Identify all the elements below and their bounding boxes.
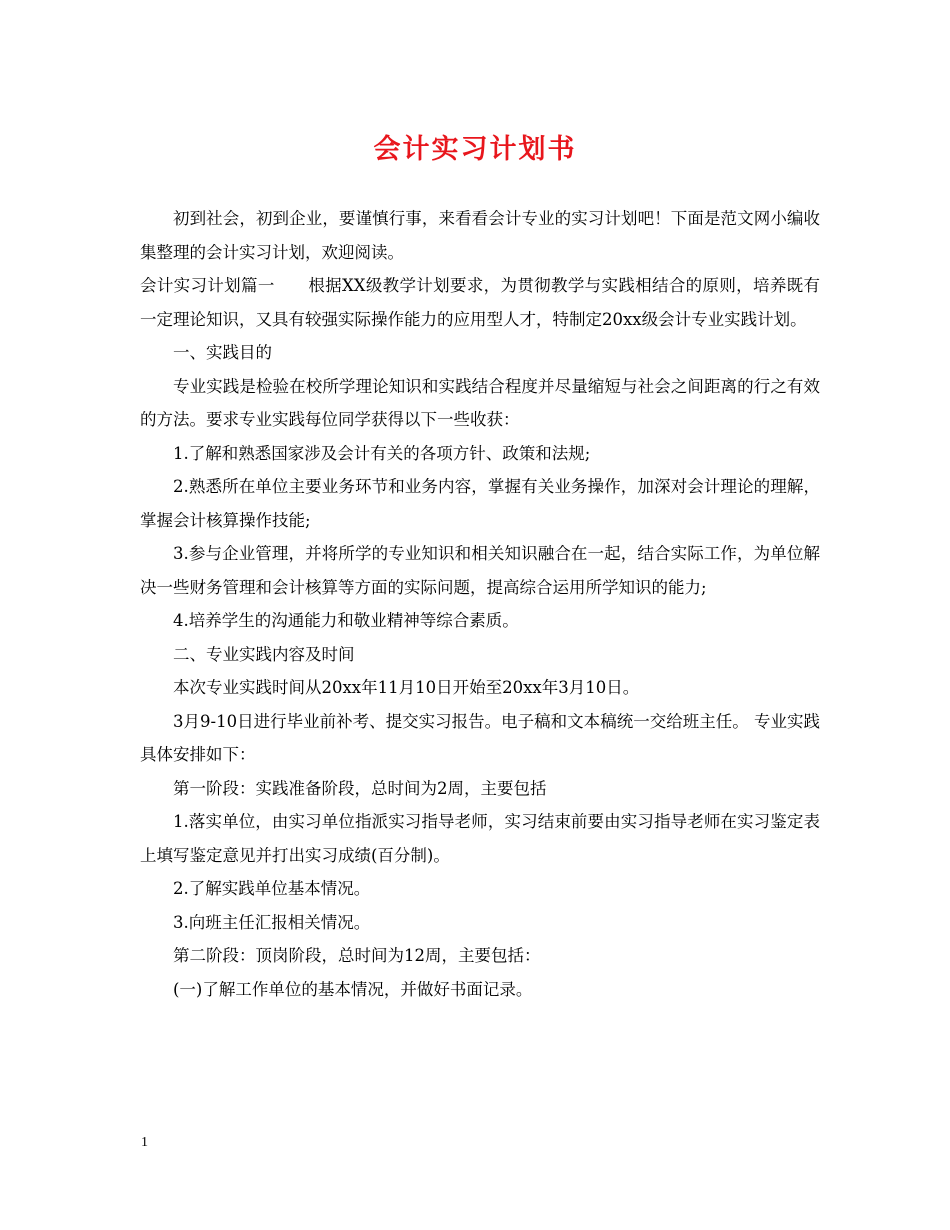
document-body (140, 202, 820, 1006)
paragraph: 第一阶段：实践准备阶段，总时间为2周，主要包括 (173, 778, 547, 798)
document-title: 会计实习计划书 (373, 134, 577, 165)
paragraph: (一)了解工作单位的基本情况，并做好书面记录。 (173, 979, 533, 999)
page-number: 1 (141, 1135, 148, 1150)
paragraph: 3月9-10日进行毕业前补考、提交实习报告。电子稿和文本稿统一交给班主任。 专业实践具体安排如下： (140, 711, 820, 764)
paragraph: 一、实践目的 (173, 343, 272, 362)
paragraph: 专业实践是检验在校所学理论知识和实践结合程度并尽量缩短与社会之间距离的行之有效的方法。要求专业实践每位同学获得以下一些收获： (140, 376, 820, 429)
paragraph: 二、专业实践内容及时间 (173, 644, 355, 664)
paragraph: 1.落实单位，由实习单位指派实习指导老师，实习结束前要由实习指导老师在实习鉴定表上填写鉴定意见并打出实习成绩(百分制)。 (140, 812, 820, 865)
paragraph: 1.了解和熟悉国家涉及会计有关的各项方针、政策和法规; (173, 443, 591, 463)
paragraph: 2.了解实践单位基本情况。 (173, 879, 371, 898)
paragraph: 第二阶段：顶岗阶段，总时间为12周，主要包括： (173, 946, 541, 965)
paragraph: 3.向班主任汇报相关情况。 (173, 912, 371, 932)
paragraph: 会计实习计划篇一 根据XX级教学计划要求，为贯彻教学与实践相结合的原则，培养既有一定理论知识，又具有较强实际操作能力的应用型人才，特制定20xx级会计专业实践计划。 (140, 276, 820, 329)
paragraph: 初到社会，初到企业，要谨慎行事，来看看会计专业的实习计划吧！下面是范文网小编收集整理的会计实习计划，欢迎阅读。 (140, 209, 820, 262)
paragraph: 3.参与企业管理，并将所学的专业知识和相关知识融合在一起，结合实际工作，为单位解决一些财务管理和会计核算等方面的实际问题，提高综合运用所学知识的能力; (140, 544, 820, 597)
paragraph: 本次专业实践时间从20xx年11月10日开始至20xx年3月10日。 (173, 678, 640, 697)
paragraph: 4.培养学生的沟通能力和敬业精神等综合素质。 (173, 611, 519, 630)
paragraph: 2.熟悉所在单位主要业务环节和业务内容，掌握有关业务操作，加深对会计理论的理解，掌握会计核算操作技能; (140, 477, 820, 530)
